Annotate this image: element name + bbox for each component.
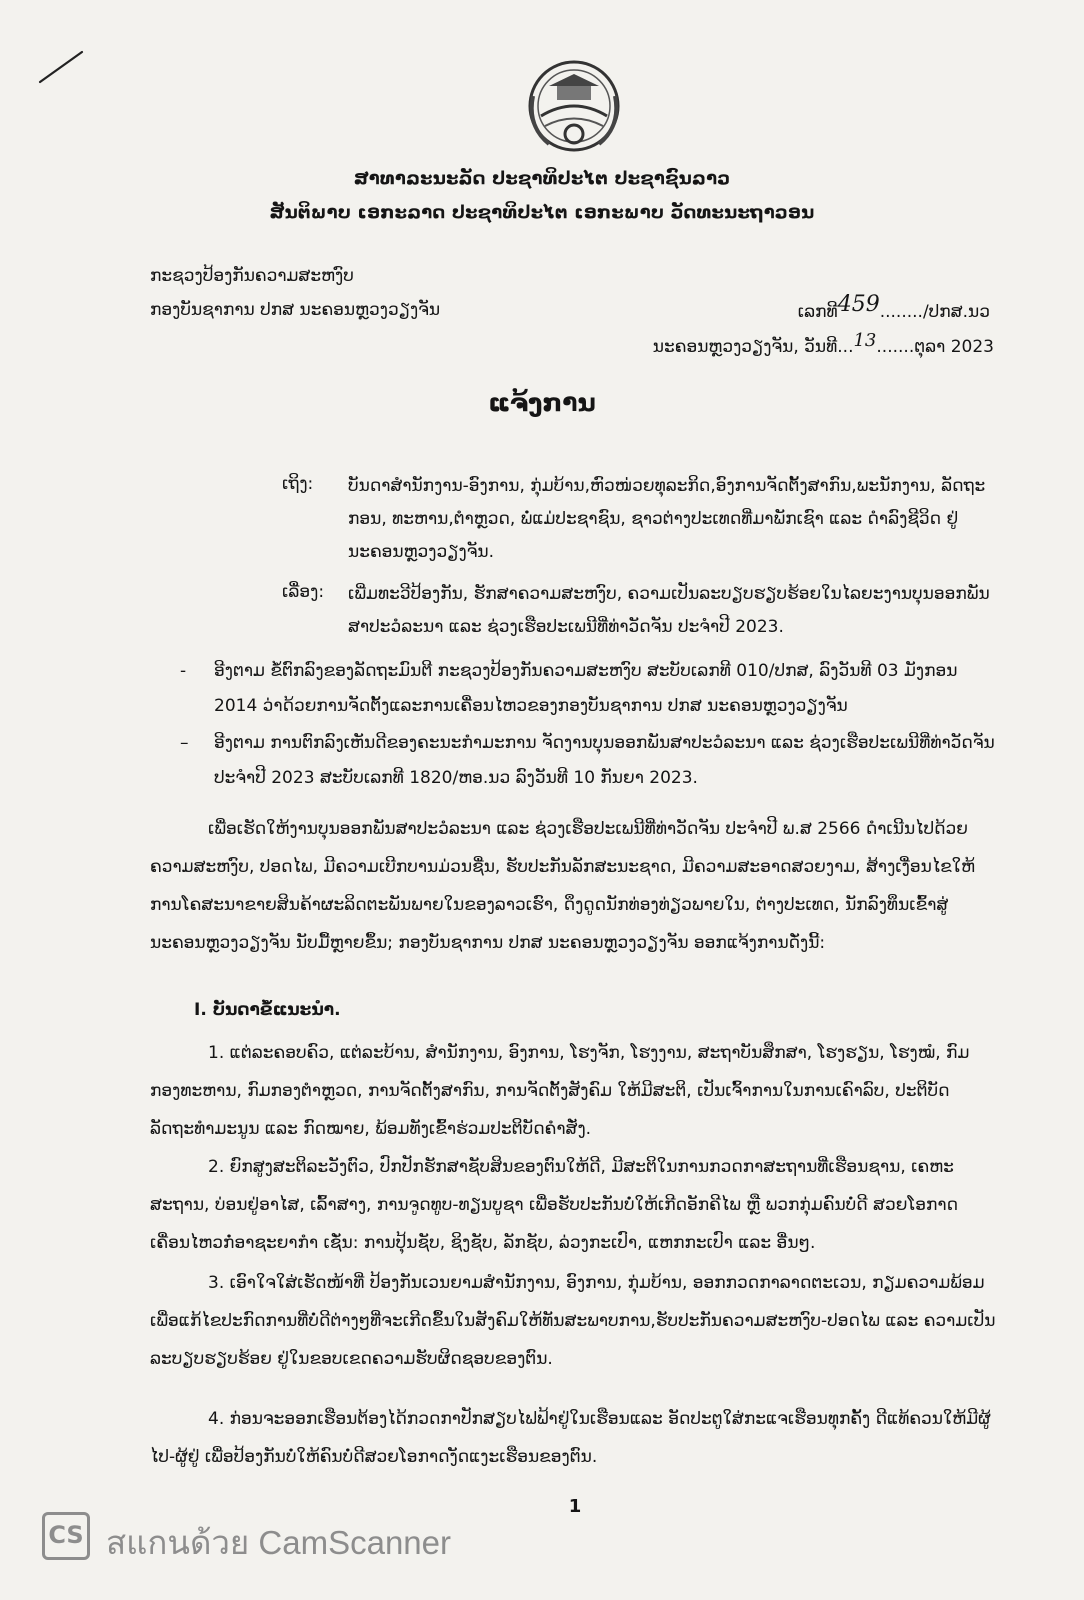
subject-text: ເພີ່ມທະວີປ້ອງກັນ, ຮັກສາຄວາມສະຫງົບ, ຄວາມເປັນລະບຽບຮຽບຮ້ອຍໃນໄລຍະງານບຸນອອກພັນສາປະວໍລະນາ ແລະ ຊ່ວງເຮືອປະເພນີທີ່ທ່າວັດຈັນ ປະຈຳປີ 2023.	[348, 584, 990, 637]
date-place: ນະຄອນຫຼວງວຽງຈັນ, ວັນທີ	[652, 337, 838, 357]
list-item-number: 1.	[208, 1043, 225, 1063]
recipient-label: ເຖິງ:	[282, 474, 314, 494]
pen-stroke-mark	[38, 48, 86, 88]
camscanner-logo-icon: CS	[42, 1512, 90, 1560]
list-item-text: ແຕ່ລະຄອບຄົວ, ແຕ່ລະບ້ານ, ສຳນັກງານ, ອົງການ, ໂຮງຈັກ, ໂຮງງານ, ສະຖາບັນສຶກສາ, ໂຮງຮຽນ, ໂຮງໝໍ, ກົມກອງທະຫານ, ກົມກອງຕຳຫຼວດ, ການຈັດຕັ້ງສາກົນ, ການຈັດຕັ້ງສັງຄົມ ໃຫ້ມີສະຕິ, ເປັນເຈົ້າການໃນການເຄົາລົບ, ປະຕິບັດລັດຖະທຳມະນູນ ແລະ ກົດໝາຍ, ພ້ອມທັງເຂົ້າຮ່ວມປະຕິບັດຄຳສັ່ງ.	[150, 1043, 970, 1139]
national-motto-heading: ສັນຕິພາບ ເອກະລາດ ປະຊາທິປະໄຕ ເອກະພາບ ວັດທະນະຖາວອນ	[269, 202, 815, 223]
section-heading: I. ບັນດາຂໍ້ແນະນຳ.	[194, 1000, 341, 1020]
country-name-heading: ສາທາລະນະລັດ ປະຊາທິປະໄຕ ປະຊາຊົນລາວ	[353, 168, 731, 189]
list-item	[150, 1148, 998, 1262]
list-item-text: ເອົາໃຈໃສ່ເຮັດໜ້າທີ່ ປ້ອງກັນເວນຍາມສຳນັກງານ, ອົງການ, ກຸ່ມບ້ານ, ອອກກວດກາລາດຕະເວນ, ກຽມຄວາມພ້ອມເພື່ອແກ້ໄຂປະກົດການທີ່ບໍ່ດີຕ່າງໆທີ່ຈະເກີດຂຶ້ນໃນສັງຄົມໃຫ້ທັນສະພາບການ,ຮັບປະກັນຄວາມສະຫງົບ-ປອດໄພ ແລະ ຄວາມເປັນລະບຽບຮຽບຮ້ອຍ ຢູ່ໃນຂອບເຂດຄວາມຮັບຜິດຊອບຂອງຕົນ.	[150, 1273, 996, 1369]
reference-item-text: ອີງຕາມ ການຕົກລົງເຫັນດີຂອງຄະນະກຳມະການ ຈັດງານບຸນອອກພັນສາປະວໍລະນາ ແລະ ຊ່ວງເຮືອປະເພນີທີ່ທ່າວັດຈັນ ປະຈຳປີ 2023 ສະບັບເລກທີ 1820/ຫອ.ນວ ລົງວັນທີ 10 ກັນຍາ 2023.	[214, 733, 995, 788]
reference-handwritten-number: 459	[837, 292, 880, 317]
subject-label: ເລື່ອງ:	[282, 582, 325, 602]
camscanner-watermark: สแกนด้วย CamScanner	[106, 1524, 452, 1561]
reference-item: – ອີງຕາມ ການຕົກລົງເຫັນດີຂອງຄະນະກຳມະການ ຈັດງານບຸນອອກພັນສາປະວໍລະນາ ແລະ ຊ່ວງເຮືອປະເພນີທີ່ທ່າວັດຈັນ ປະຈຳປີ 2023 ສະບັບເລກທີ 1820/ຫອ.ນວ ລົງວັນທີ 10 ກັນຍາ 2023.	[190, 726, 1000, 796]
reference-suffix: /ປກສ.ນວ	[922, 302, 990, 322]
reference-prefix: ເລກທີ	[797, 302, 838, 322]
sender-ministry: ກະຊວງປ້ອງກັນຄວາມສະຫງົບ	[150, 266, 354, 286]
list-item	[150, 1400, 998, 1476]
national-emblem-icon	[519, 56, 629, 156]
date-month-year: ຕຸລາ 2023	[914, 337, 994, 357]
document-title: ແຈ້ງການ	[488, 388, 596, 417]
intro-paragraph: ເພື່ອເຮັດໃຫ້ງານບຸນອອກພັນສາປະວໍລະນາ ແລະ ຊ່ວງເຮືອປະເພນີທີ່ທ່າວັດຈັນ ປະຈຳປີ ພ.ສ 2566 ດຳເນີນໄປດ້ວຍຄວາມສະຫງົບ, ປອດໄພ, ມີຄວາມເບີກບານມ່ວນຊື່ນ, ຮັບປະກັນລັກສະນະຊາດ, ມີຄວາມສະອາດສວຍງາມ, ສ້າງເງື່ອນໄຂໃຫ້ການໂຄສະນາຂາຍສິນຄ້າຜະລິດຕະພັນພາຍໃນຂອງລາວເຮົາ, ດຶງດູດນັກທ່ອງທ່ຽວພາຍໃນ, ຕ່າງປະເທດ, ນັກລົງທຶນເຂົ້າສູ່ນະຄອນຫຼວງວຽງຈັນ ນັບມື້ຫຼາຍຂຶ້ນ; ກອງບັນຊາການ ປກສ ນະຄອນຫຼວງວຽງຈັນ ອອກແຈ້ງການດັ່ງນີ້:	[150, 819, 976, 953]
list-item-text: ກ່ອນຈະອອກເຮືອນຕ້ອງໄດ້ກວດກາປັກສຽບໄຟຟ້າຢູ່ໃນເຮືອນແລະ ອັດປະຕູໃສ່ກະແຈເຮືອນທຸກຄັ້ງ ດີແທ້ຄວນໃຫ້ມີຜູ້ໄປ-ຜູ້ຢູ່ ເພື່ອປ້ອງກັນບໍ່ໃຫ້ຄົນບໍ່ດີສວຍໂອກາດງັດແງະເຮືອນຂອງຕົນ.	[150, 1409, 991, 1467]
list-item-number: 4.	[208, 1409, 225, 1429]
reference-item-text: ອີງຕາມ ຂໍ້ຕົກລົງຂອງລັດຖະມົນຕີ ກະຊວງປ້ອງກັນຄວາມສະຫງົບ ສະບັບເລກທີ 010/ປກສ, ລົງວັນທີ 03 ມັງກອນ 2014 ວ່າດ້ວຍການຈັດຕັ້ງແລະການເຄື່ອນໄຫວຂອງກອງບັນຊາການ ປກສ ນະຄອນຫຼວງວຽງຈັນ	[214, 661, 958, 716]
date-line: ນະຄອນຫຼວງວຽງຈັນ, ວັນທີ...13.......ຕຸລາ 2023	[652, 330, 994, 357]
reference-item: - ອີງຕາມ ຂໍ້ຕົກລົງຂອງລັດຖະມົນຕີ ກະຊວງປ້ອງກັນຄວາມສະຫງົບ ສະບັບເລກທີ 010/ປກສ, ລົງວັນທີ 03 ມັງກອນ 2014 ວ່າດ້ວຍການຈັດຕັ້ງແລະການເຄື່ອນໄຫວຂອງກອງບັນຊາການ ປກສ ນະຄອນຫຼວງວຽງຈັນ	[190, 654, 1000, 724]
date-handwritten-day: 13	[853, 330, 877, 351]
list-item-text: ຍົກສູງສະຕິລະວັງຕົວ, ປົກປັກຮັກສາຊັບສິນຂອງຕົນໃຫ້ດີ, ມີສະຕິໃນການກວດກາສະຖານທີ່ເຮືອນຊານ, ເຄຫະສະຖານ, ບ່ອນຢູ່ອາໄສ, ເລົ້າສາງ, ການຈູດທູບ-ທຽນບູຊາ ເພື່ອຮັບປະກັນບໍ່ໃຫ້ເກີດອັກຄີໄພ ຫຼື ພວກກຸ່ມຄົນບໍ່ດີ ສວຍໂອກາດເຄື່ອນໄຫວກໍ່ອາຊະຍາກຳ ເຊັ່ນ: ການປຸ້ນຊັບ, ຊິງຊັບ, ລັກຊັບ, ລ່ວງກະເປົາ, ແຫກກະເປົາ ແລະ ອື່ນໆ.	[150, 1157, 958, 1253]
reference-number: ເລກທີ459......../ປກສ.ນວ	[797, 292, 990, 322]
sender-department: ກອງບັນຊາການ ປກສ ນະຄອນຫຼວງວຽງຈັນ	[150, 300, 441, 320]
list-item	[150, 1264, 998, 1378]
recipient-text: ບັນດາສຳນັກງານ-ອົງການ, ກຸ່ມບ້ານ,ຫົວໜ່ວຍທຸລະກິດ,ອົງການຈັດຕັ້ງສາກົນ,ພະນັກງານ, ລັດຖະກອນ, ທະຫານ,ຕຳຫຼວດ, ພໍ່ແມ່ປະຊາຊົນ, ຊາວຕ່າງປະເທດທີ່ມາພັກເຊົາ ແລະ ດຳລົງຊີວິດ ຢູ່ນະຄອນຫຼວງວຽງຈັນ.	[348, 476, 986, 562]
page-number: 1	[568, 1496, 582, 1517]
list-item-number: 2.	[208, 1157, 225, 1177]
list-item	[150, 1034, 998, 1148]
list-item-number: 3.	[208, 1273, 225, 1293]
